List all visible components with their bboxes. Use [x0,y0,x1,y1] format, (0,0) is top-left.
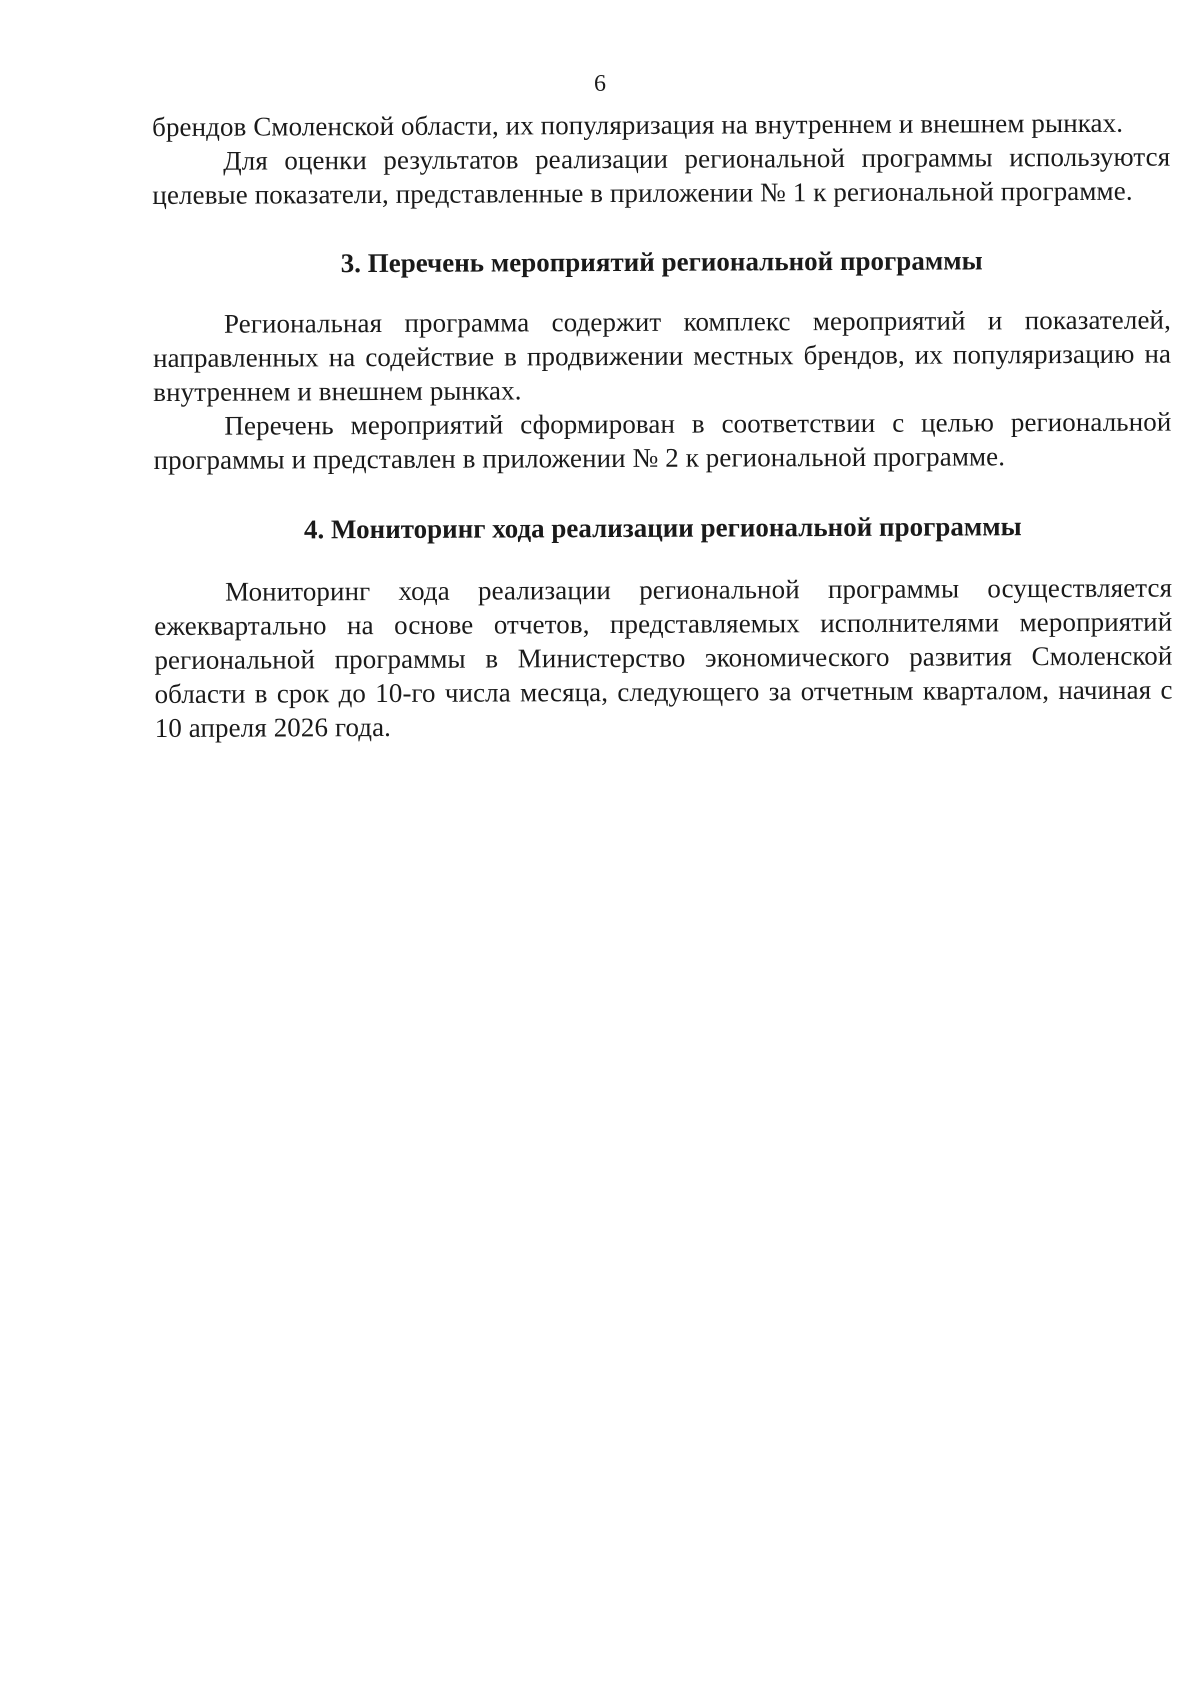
section-3-heading: 3. Перечень мероприятий региональной программы [340,245,983,279]
document-body [152,106,1173,745]
section-3-paragraph-1: Региональная программа содержит комплекс мероприятий и показателей, направленных на содействие в продвижении местных брендов, их популяризацию на внутреннем и внешнем рынках. [153,304,1172,407]
page-number: 6 [594,71,606,97]
continuation-text: брендов Смоленской области, их популяризация на внутреннем и внешнем рынках. [152,107,1124,142]
section-4-heading: 4. Мониторинг хода реализации региональной программы [303,511,1022,545]
section-3-paragraph-2: Перечень мероприятий сформирован в соответствии с целью региональной программы и представлен в приложении № 2 к региональной программе. [153,406,1172,475]
indicators-paragraph: Для оценки результатов реализации региональной программы используются целевые показатели, представленные в приложении № 1 к региональной программе. [152,141,1171,210]
section-4-paragraph-1: Мониторинг хода реализации региональной программы осуществляется ежеквартально на основе отчетов, представляемых исполнителями мероприятий региональной программы в Министерство экономического развития Смоленской области в срок до 10-го числа месяца, следующего за отчетным кварталом, начиная с 10 апреля 2026 года. [154,572,1173,743]
